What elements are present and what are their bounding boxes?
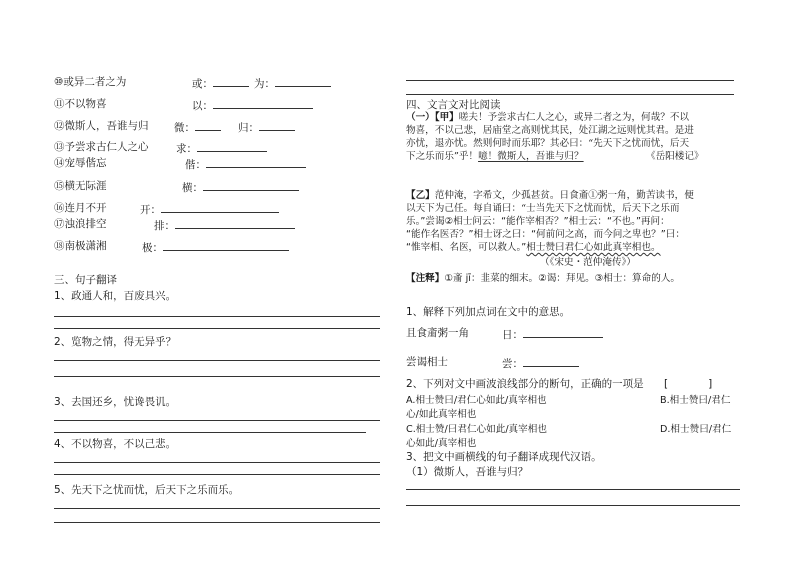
answer-blank[interactable] [523, 356, 579, 367]
passage-line: 下之乐而乐”乎！噫！微斯人，吾谁与归？ [406, 151, 584, 162]
vocab-row-11 [54, 98, 107, 111]
question-2-title: 2、下列对文中画波浪线部分的断句，正确的一项是 [406, 378, 644, 390]
answer-line[interactable] [54, 508, 380, 509]
question-1-title: 1、解释下列加点词在文中的意思。 [406, 306, 571, 318]
notes-label: 【注释】 [406, 273, 445, 284]
passage-line: （一）【甲】嗟夫！予尝求古仁人之心，或异二者之为，何哉？不以 [406, 112, 690, 123]
vocab-row-10 [54, 76, 126, 89]
vocab-term: 偕： [185, 157, 306, 172]
option-a[interactable]: A.相士赞曰/君仁心如此/真宰相也 [406, 395, 547, 406]
vocab-row-16 [54, 202, 107, 215]
question-3-sub-1: （1）微斯人，吾谁与归？ [406, 466, 529, 478]
answer-line[interactable] [406, 94, 734, 95]
answer-blank[interactable] [195, 120, 221, 131]
section-title: 三、句子翻译 [54, 274, 117, 286]
answer-line[interactable] [406, 80, 734, 81]
answer-line[interactable] [406, 505, 740, 506]
vocab-phrase: ⑮横无际涯 [54, 180, 107, 192]
translation-item-2: 2、览物之情，得无异乎？ [54, 336, 177, 348]
vocab-phrase: ⑫微斯人，吾谁与归 [54, 120, 149, 132]
answer-blank[interactable] [163, 240, 289, 251]
vocab-term: 归： [238, 120, 295, 135]
translation-item-4: 4、不以物喜，不以己悲。 [54, 438, 177, 450]
underlined-sentence: 噫！微斯人，吾谁与归？ [478, 151, 584, 162]
question-3-title: 3、把文中画横线的句子翻译成现代汉语。 [406, 451, 602, 463]
vocab-term: 或： [192, 76, 249, 91]
translation-item-3: 3、去国还乡，忧谗畏讥。 [54, 396, 177, 408]
answer-line[interactable] [54, 432, 366, 433]
answer-blank[interactable] [206, 157, 306, 168]
vocab-phrase: ⑩或异二者之为 [54, 76, 127, 88]
vocab-phrase: ⑪不以物喜 [54, 98, 107, 110]
passage-line: “惟宰相、名医，可以救人。”相士赞曰君仁心如此真宰相也。 [406, 242, 661, 253]
translation-item-5: 5、先天下之忧而忧，后天下之乐而乐。 [54, 484, 240, 496]
passage-label: 【乙】 [406, 190, 435, 201]
question-1-b-term: 尝： [502, 356, 579, 371]
answer-blank[interactable] [275, 76, 331, 87]
answer-line[interactable] [54, 522, 380, 523]
option-b[interactable]: B.相士赞曰/君仁 [660, 395, 731, 406]
vocab-row-13 [54, 141, 149, 154]
vocab-row-18 [54, 240, 107, 253]
vocab-phrase: ⑬予尝求古仁人之心 [54, 141, 149, 153]
answer-line[interactable] [406, 489, 740, 490]
question-1-b-phrase: 尝谒相士 [406, 356, 448, 368]
answer-blank[interactable] [213, 76, 249, 87]
answer-line[interactable] [54, 376, 380, 377]
vocab-term: 为： [254, 76, 331, 91]
question-1-a-term: 日： [502, 327, 603, 342]
vocab-term: 求： [176, 141, 267, 156]
vocab-row-17 [54, 218, 107, 231]
passage-line: 以天下为己任。每自诵曰：“士当先天下之忧而忧，后天下之乐而 [406, 203, 680, 214]
passage-source: 《岳阳楼记》 [646, 151, 704, 162]
question-1-a-phrase: 且食齑粥一角 [406, 327, 469, 339]
answer-blank[interactable] [259, 120, 295, 131]
passage-line: 物喜，不以己悲，居庙堂之高则忧其民，处江湖之远则忧其君。是进 [406, 125, 694, 136]
answer-line[interactable] [54, 474, 380, 475]
passage-line: “能作名医否？”相士讶之曰：“何前问之高，而今问之卑也？”曰： [406, 229, 685, 240]
vocab-row-15 [54, 180, 107, 193]
translation-item-1: 1、政通人和，百废具兴。 [54, 290, 177, 302]
vocab-term: 极： [142, 240, 289, 255]
answer-line[interactable] [54, 316, 380, 317]
vocab-phrase: ⑱南极潇湘 [54, 240, 107, 252]
passage-source: （《宋史・范仲淹传》） [540, 257, 636, 268]
passage-line: 亦忧，退亦忧。然则何时而乐耶？其必曰：“先天下之忧而忧，后天 [406, 138, 690, 149]
vocab-row-12 [54, 120, 149, 133]
vocab-phrase: ⑯连月不开 [54, 202, 107, 214]
answer-line[interactable] [54, 420, 380, 421]
answer-blank[interactable] [213, 98, 313, 109]
answer-blank[interactable] [203, 180, 299, 191]
passage-label: （一）【甲】 [406, 112, 459, 123]
answer-blank[interactable] [175, 218, 295, 229]
section-title: 四、文言文对比阅读 [406, 99, 501, 111]
passage-line: 乐。”尝谒②相士问云：“能作宰相否？”相士云：“不也。”再问： [406, 216, 670, 227]
vocab-term: 以： [192, 98, 313, 113]
option-d[interactable]: D.相士赞曰/君仁 [660, 424, 732, 435]
answer-line[interactable] [54, 328, 380, 329]
vocab-phrase: ⑰浊浪排空 [54, 218, 107, 230]
option-b-continued: 心/如此真宰相也 [406, 409, 477, 420]
vocab-term: 排： [154, 218, 295, 233]
answer-bracket[interactable]: [ ] [664, 378, 713, 390]
option-c[interactable]: C.相士赞/曰君仁心如此/真宰相也 [406, 424, 547, 435]
vocab-term: 微： [174, 120, 221, 135]
wavy-sentence: 相士赞曰君仁心如此真宰相也。 [526, 242, 661, 253]
passage-line: 【乙】范仲淹，字希文，少孤甚贫。日食齑①粥一角，勤苦读书，便 [406, 190, 694, 201]
answer-blank[interactable] [523, 327, 603, 338]
answer-line[interactable] [54, 462, 380, 463]
vocab-phrase: ⑭宠辱偕忘 [54, 157, 107, 169]
vocab-row-14 [54, 157, 107, 170]
answer-line[interactable] [54, 360, 380, 361]
answer-blank[interactable] [197, 141, 267, 152]
option-d-continued: 心如此/真宰相也 [406, 438, 477, 449]
vocab-term: 开： [140, 202, 279, 217]
answer-blank[interactable] [161, 202, 279, 213]
passage-notes: 【注释】①齑 jī：韭菜的细末。②谒：拜见。③相士：算命的人。 [406, 273, 681, 284]
vocab-term: 横： [182, 180, 299, 195]
